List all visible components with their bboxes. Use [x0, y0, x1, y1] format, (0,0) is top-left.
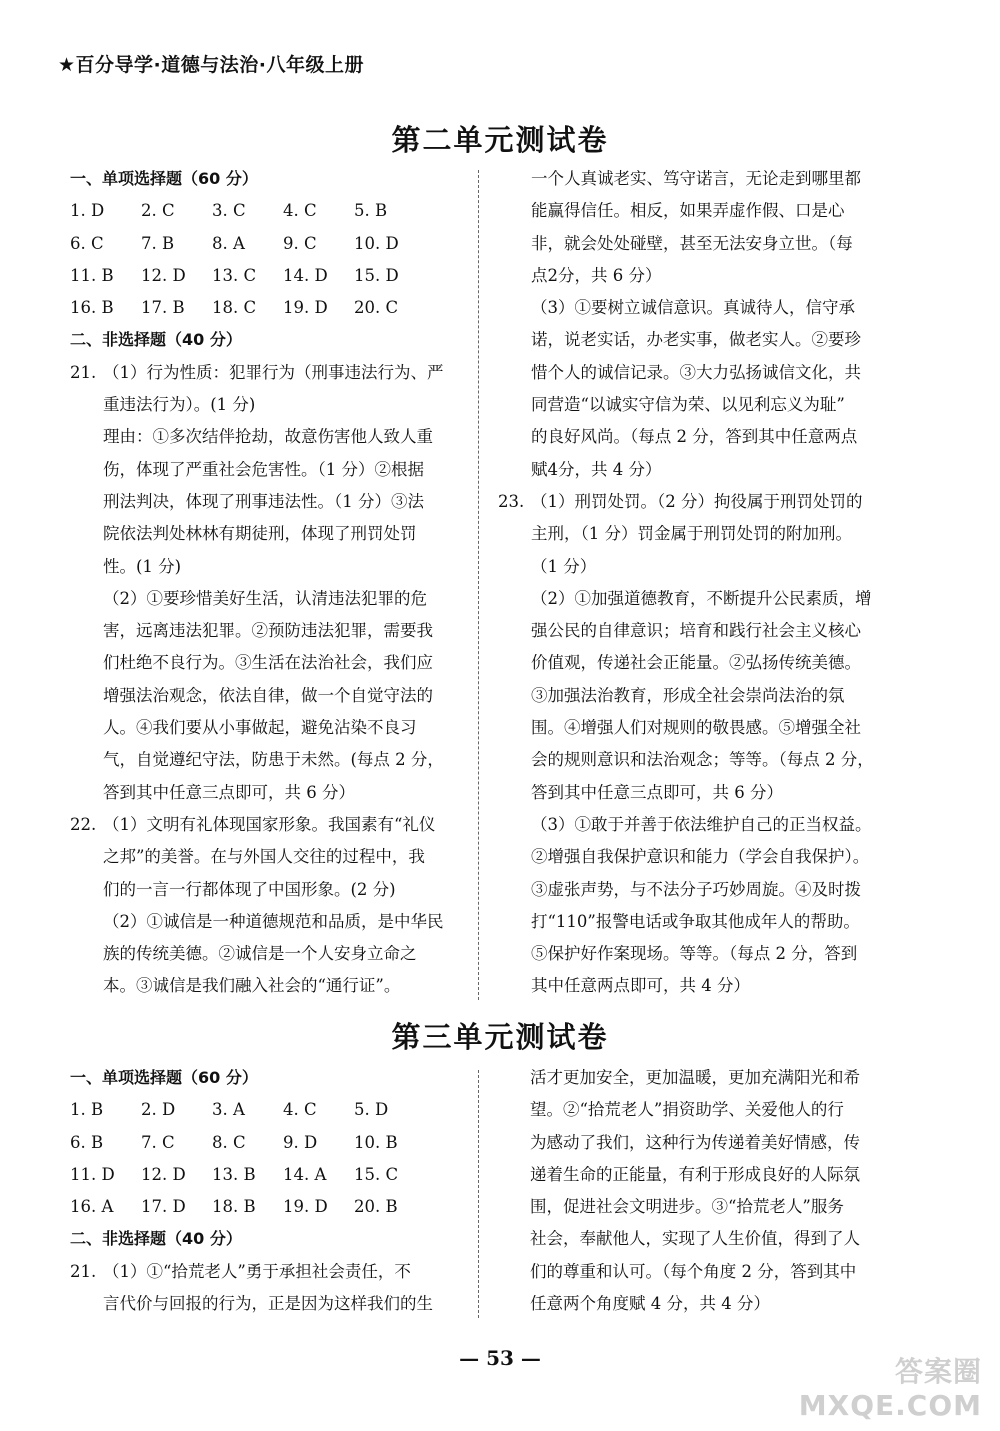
question-number: 23.	[498, 491, 525, 511]
answer-line: 人。④我们要从小事做起，避免沾染不良习	[103, 718, 417, 738]
choice-answer: 3. A	[212, 1100, 245, 1120]
answer-line: 围，促进社会文明进步。③“拾荒老人”服务	[530, 1197, 844, 1217]
choice-answer: 4. C	[283, 201, 317, 221]
answer-line: ③加强法治教育，形成全社会崇尚法治的氛	[531, 685, 845, 705]
choice-answer: 1. D	[70, 201, 105, 221]
watermark-text: 答案圈	[894, 1355, 982, 1388]
choice-answer: 13. C	[212, 265, 257, 285]
answer-line: 点2分，共 6 分）	[531, 265, 662, 285]
watermark-url: MXQE.COM	[798, 1389, 982, 1422]
choice-answer: 14. D	[283, 265, 328, 285]
answer-line: 递着生命的正能量，有利于形成良好的人际氛	[530, 1164, 860, 1184]
unit3-title: 第三单元测试卷	[391, 1020, 609, 1054]
choice-answer: 3. C	[212, 201, 246, 221]
answer-line: 之邦”的美誉。在与外国人交往的过程中，我	[103, 847, 425, 867]
answer-line: ②增强自我保护意识和能力（学会自我保护）。	[531, 847, 870, 867]
answer-line: 活才更加安全，更加温暖，更加充满阳光和希	[530, 1068, 860, 1087]
choice-answer: 13. B	[212, 1164, 256, 1184]
answer-line: （2）①诚信是一种道德规范和品质，是中华民	[103, 911, 444, 931]
unit2-title: 第二单元测试卷	[391, 123, 609, 157]
answer-line: 们的一言一行都体现了中国形象。(2 分)	[103, 879, 396, 899]
choice-answer: 18. C	[212, 298, 257, 318]
choice-answer: 18. B	[212, 1197, 256, 1217]
answer-line: 强公民的自律意识；培育和践行社会主义核心	[531, 621, 861, 641]
answer-line: 打“110”报警电话或争取其他成年人的帮助。	[531, 911, 860, 931]
unit2-left-column	[70, 163, 470, 1003]
section-heading: 二、非选择题（40 分）	[70, 1229, 242, 1249]
question-number: 21.	[70, 1261, 97, 1281]
question-number: 22.	[70, 814, 97, 834]
answer-text: （1）刑罚处罚。（2 分）拘役属于刑罚处罚的	[531, 491, 863, 511]
answer-line: 院依法判处林林有期徒刑，体现了刑罚处罚	[103, 524, 417, 544]
choice-answer: 6. B	[70, 1132, 104, 1152]
choice-answer: 7. C	[141, 1132, 175, 1152]
choice-answer-row	[70, 1191, 470, 1223]
book-header: ★百分导学·道德与法治·八年级上册	[58, 54, 364, 76]
answer-line: 望。②“拾荒老人”捐资助学、关爱他人的行	[530, 1100, 844, 1120]
choice-answer: 10. D	[354, 233, 399, 253]
choice-answer: 16. A	[70, 1197, 114, 1217]
answer-line: 们的尊重和认可。（每个角度 2 分，答到其中	[530, 1261, 857, 1281]
answer-line: （2）①加强道德教育，不断提升公民素质，增	[531, 588, 872, 608]
answer-line: 为感动了我们，这种行为传递着美好情感，传	[530, 1132, 860, 1152]
choice-answer: 9. C	[283, 233, 317, 253]
answer-line: 刑法判决，体现了刑事违法性。（1 分）③法	[103, 491, 424, 511]
choice-answer: 5. B	[354, 201, 388, 221]
choice-answer: 11. D	[70, 1164, 115, 1184]
answer-line: （3）①要树立诚信意识。真诚待人，信守承	[531, 298, 855, 318]
choice-answer: 2. D	[141, 1100, 176, 1120]
choice-answer-row	[70, 228, 470, 260]
choice-answer: 12. D	[141, 265, 186, 285]
answer-line: 同营造“以诚实守信为荣、以见利忘义为耻”	[531, 395, 845, 415]
choice-answer: 16. B	[70, 298, 114, 318]
section-heading: 二、非选择题（40 分）	[70, 330, 242, 350]
choice-answer-row	[70, 260, 470, 292]
answer-line: 的良好风尚。（每点 2 分，答到其中任意两点	[531, 427, 858, 447]
answer-line: 伤，体现了严重社会危害性。（1 分）②根据	[103, 459, 424, 479]
choice-answer: 15. D	[354, 265, 399, 285]
choice-answer: 2. C	[141, 201, 175, 221]
answer-line: 能赢得信任。相反，如果弄虚作假、口是心	[531, 201, 845, 221]
unit3-right-column	[530, 1062, 950, 1320]
choice-answer-row	[70, 1159, 470, 1191]
answer-line: （3）①敢于并善于依法维护自己的正当权益。	[531, 814, 872, 834]
page-number: — 53 —	[459, 1346, 541, 1370]
choice-answer: 17. D	[141, 1197, 186, 1217]
question-line	[498, 486, 938, 518]
answer-line: 围。④增强人们对规则的敬畏感。⑤增强全社	[531, 718, 861, 738]
answer-line: 任意两个角度赋 4 分，共 4 分）	[530, 1294, 770, 1314]
choice-answer: 7. B	[141, 233, 175, 253]
answer-line: 会的规则意识和法治观念；等等。（每点 2 分，	[531, 750, 874, 770]
choice-answer: 5. D	[354, 1100, 389, 1120]
unit2-right-column	[498, 163, 938, 1003]
answer-line: 性。(1 分)	[103, 556, 182, 576]
section-heading: 一、单项选择题（60 分）	[70, 169, 258, 188]
choice-answer: 19. D	[283, 1197, 328, 1217]
answer-text: （1）行为性质：犯罪行为（刑事违法行为、严	[103, 362, 444, 382]
choice-answer: 12. D	[141, 1164, 186, 1184]
answer-line: ③虚张声势，与不法分子巧妙周旋。④及时拨	[531, 879, 861, 899]
answer-line: 增强法治观念，依法自律，做一个自觉守法的	[103, 685, 433, 705]
choice-answer: 20. B	[354, 1197, 398, 1217]
answer-line: 理由：①多次结伴抢劫，故意伤害他人致人重	[103, 427, 433, 447]
watermark-logo	[799, 1355, 982, 1423]
answer-line: 气，自觉遵纪守法，防患于未然。(每点 2 分，	[103, 750, 444, 770]
question-line	[70, 1256, 470, 1288]
question-line	[70, 357, 470, 389]
choice-answer: 4. C	[283, 1100, 317, 1120]
choice-answer: 15. C	[354, 1164, 399, 1184]
answer-line: 害，远离违法犯罪。②预防违法犯罪，需要我	[103, 621, 433, 641]
question-line	[70, 809, 470, 841]
choice-answer: 6. C	[70, 233, 104, 253]
choice-answer: 8. A	[212, 233, 245, 253]
answer-line: 主刑，（1 分）罚金属于刑罚处罚的附加刑。	[531, 524, 852, 544]
section-heading: 一、单项选择题（60 分）	[70, 1068, 258, 1087]
answer-line: 本。③诚信是我们融入社会的“通行证”。	[103, 976, 401, 996]
answer-text: （1）①“拾荒老人”勇于承担社会责任，不	[103, 1261, 411, 1281]
answer-line: （2）①要珍惜美好生活，认清违法犯罪的危	[103, 588, 427, 608]
question-number: 21.	[70, 362, 97, 382]
unit3-left-column	[70, 1062, 470, 1320]
answer-line: 社会，奉献他人，实现了人生价值，得到了人	[530, 1229, 860, 1249]
answer-line: 赋4分，共 4 分）	[531, 459, 662, 479]
answer-line: 族的传统美德。②诚信是一个人安身立命之	[103, 944, 417, 964]
choice-answer: 10. B	[354, 1132, 398, 1152]
choice-answer: 14. A	[283, 1164, 327, 1184]
answer-line: 惜个人的诚信记录。③大力弘扬诚信文化，共	[531, 362, 861, 382]
answer-line: 答到其中任意三点即可，共 6 分）	[103, 782, 355, 802]
answer-text: （1）文明有礼体现国家形象。我国素有“礼仪	[103, 814, 436, 834]
choice-answer: 20. C	[354, 298, 399, 318]
answer-line: 非，就会处处碰壁，甚至无法安身立世。（每	[531, 233, 853, 253]
answer-line: 其中任意两点即可，共 4 分）	[531, 976, 750, 996]
answer-line: 言代价与回报的行为，正是因为这样我们的生	[103, 1294, 433, 1314]
choice-answer: 9. D	[283, 1132, 318, 1152]
choice-answer-row	[70, 1127, 470, 1159]
choice-answer: 8. C	[212, 1132, 246, 1152]
answer-line: （1 分）	[531, 556, 597, 576]
answer-line: 答到其中任意三点即可，共 6 分）	[531, 782, 783, 802]
answer-line: ⑤保护好作案现场。等等。（每点 2 分，答到	[531, 944, 858, 964]
answer-line: 们杜绝不良行为。③生活在法治社会，我们应	[103, 653, 433, 673]
choice-answer-row	[70, 195, 470, 227]
answer-line: 诺，说老实话，办老实事，做老实人。②要珍	[531, 330, 861, 350]
choice-answer: 1. B	[70, 1100, 104, 1120]
choice-answer-row	[70, 292, 470, 324]
choice-answer: 17. B	[141, 298, 185, 318]
answer-line: 重违法行为）。(1 分)	[103, 395, 256, 415]
answer-line: 一个人真诚老实、笃守诺言，无论走到哪里都	[531, 169, 861, 188]
answer-line: 价值观，传递社会正能量。②弘扬传统美德。	[531, 653, 861, 673]
column-divider	[478, 170, 479, 1000]
choice-answer-row	[70, 1094, 470, 1126]
choice-answer: 19. D	[283, 298, 328, 318]
choice-answer: 11. B	[70, 265, 114, 285]
column-divider	[478, 1070, 479, 1318]
